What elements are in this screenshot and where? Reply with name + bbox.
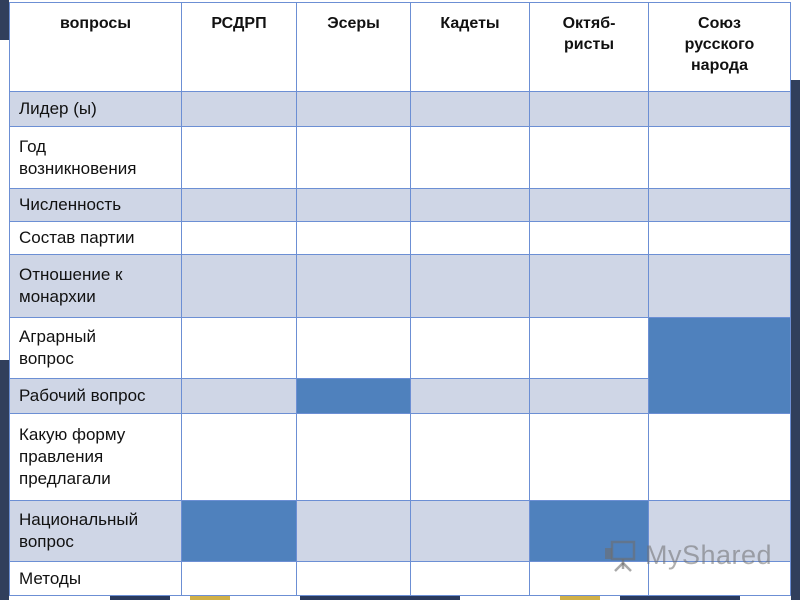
watermark <box>603 535 773 575</box>
table-cell <box>411 318 530 379</box>
table-cell-filled <box>182 501 297 562</box>
header-soyuz-label: Союз русского народа <box>684 15 755 74</box>
row-label-text: Отношение к монархии <box>19 265 123 306</box>
table-cell <box>411 562 530 596</box>
table-row-composition <box>10 222 791 255</box>
table-cell <box>649 255 791 318</box>
row-label-text: Год возникновения <box>19 136 137 178</box>
table-cell <box>297 127 411 189</box>
header-questions: вопросы <box>10 3 182 92</box>
table-cell <box>649 414 791 501</box>
table-cell-filled <box>649 318 791 414</box>
table-cell <box>182 414 297 501</box>
table-cell <box>411 501 530 562</box>
table-row-agrarian <box>10 318 791 379</box>
table-cell-filled <box>297 379 411 414</box>
table-cell <box>297 501 411 562</box>
table-cell <box>297 318 411 379</box>
row-label: Рабочий вопрос <box>10 379 182 414</box>
table-row-government-form <box>10 414 791 501</box>
table-cell <box>649 92 791 127</box>
table-cell <box>530 318 649 379</box>
header-rsdrp: РСДРП <box>182 3 297 92</box>
row-label <box>10 318 182 379</box>
table-cell <box>649 189 791 222</box>
row-label: Методы <box>10 562 182 596</box>
table-cell <box>182 318 297 379</box>
header-kadety: Кадеты <box>411 3 530 92</box>
table-cell <box>297 92 411 127</box>
row-label <box>10 501 182 562</box>
table-cell <box>411 255 530 318</box>
table-cell <box>411 189 530 222</box>
table-cell <box>182 92 297 127</box>
watermark-text: MyShared <box>645 539 773 570</box>
table-cell <box>411 127 530 189</box>
table-cell <box>649 127 791 189</box>
header-esers: Эсеры <box>297 3 411 92</box>
table-cell <box>649 222 791 255</box>
table-cell <box>530 222 649 255</box>
header-oktyabristy <box>530 3 649 92</box>
table-row-founding-year <box>10 127 791 189</box>
table-cell <box>411 414 530 501</box>
table-cell <box>182 127 297 189</box>
table-cell <box>297 562 411 596</box>
row-label: Численность <box>10 189 182 222</box>
table-cell <box>411 222 530 255</box>
table-cell <box>411 92 530 127</box>
row-label <box>10 255 182 318</box>
table-cell <box>530 414 649 501</box>
table-cell <box>182 222 297 255</box>
row-label-text: Аграрный вопрос <box>19 327 97 368</box>
table-row-leaders <box>10 92 791 127</box>
table-cell <box>297 414 411 501</box>
table-cell <box>530 92 649 127</box>
table-cell <box>530 379 649 414</box>
table-cell <box>530 255 649 318</box>
row-label: Лидер (ы) <box>10 92 182 127</box>
table-cell <box>530 127 649 189</box>
table-row-monarchy <box>10 255 791 318</box>
row-label <box>10 127 182 189</box>
table-cell <box>411 379 530 414</box>
row-label-text: Национальный вопрос <box>19 510 139 551</box>
header-soyuz <box>649 3 791 92</box>
table-cell <box>530 189 649 222</box>
table-cell <box>297 222 411 255</box>
table-cell <box>297 255 411 318</box>
table-cell <box>297 189 411 222</box>
row-label <box>10 414 182 501</box>
political-parties-table <box>9 2 791 596</box>
table-cell <box>182 189 297 222</box>
table-row-membership <box>10 189 791 222</box>
header-oktyabristy-label: Октяб- ристы <box>562 15 616 53</box>
row-label: Состав партии <box>10 222 182 255</box>
table-cell <box>182 379 297 414</box>
table-cell <box>182 562 297 596</box>
presentation-board-icon <box>603 537 639 573</box>
table-cell <box>182 255 297 318</box>
row-label-text: Какую форму правления предлагали <box>19 425 126 488</box>
